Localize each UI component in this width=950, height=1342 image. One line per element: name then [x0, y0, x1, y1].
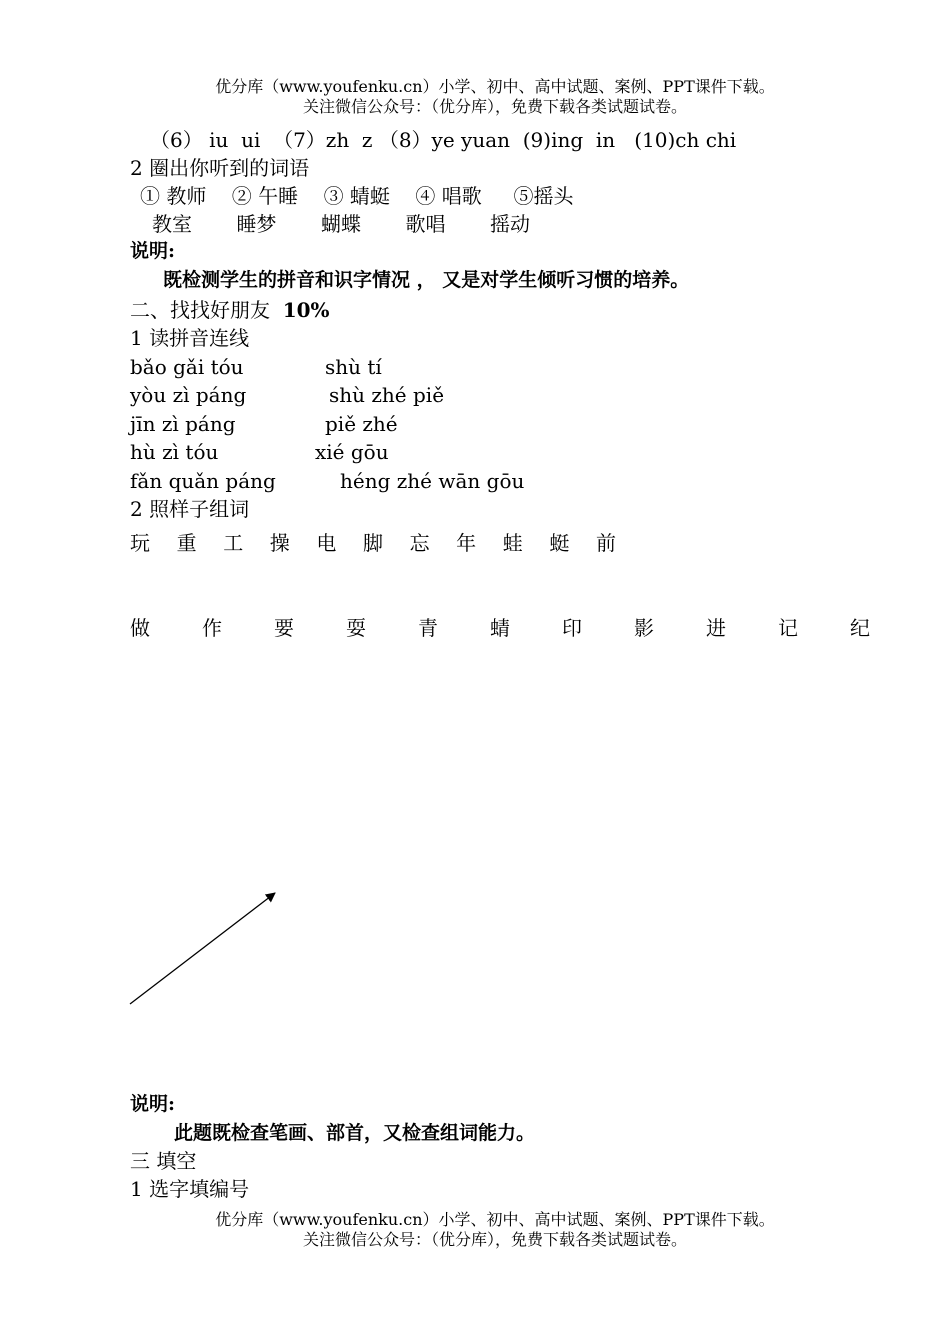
- char-item: 电: [316, 531, 337, 555]
- pinyin-left-4: hù zì tóu: [130, 440, 219, 464]
- pinyin-right-1: shù tí: [325, 355, 382, 379]
- fill-in-title: 1 选字填编号: [130, 1177, 250, 1201]
- pinyin-left-2: yòu zì páng: [130, 383, 247, 407]
- char-item: 进: [706, 616, 726, 640]
- char-item: 作: [202, 616, 222, 640]
- pinyin-left-5: fǎn quǎn páng: [130, 469, 276, 493]
- char-item: 脚: [362, 531, 383, 555]
- char-item: 记: [778, 616, 798, 640]
- header-line-1: 优分库（www.youfenku.cn）小学、初中、高中试题、案例、PPT课件下载。: [215, 77, 775, 96]
- char-item: 玩: [130, 531, 150, 555]
- char-item: 耍: [346, 616, 366, 640]
- pinyin-line: （6） iu ui （7）zh z （8）ye yuan (9)ing in (10)ch chi: [150, 128, 737, 152]
- note-text-1: 既检测学生的拼音和识字情况 ， 又是对学生倾听习惯的培养。: [163, 269, 690, 291]
- footer-line-1: 优分库（www.youfenku.cn）小学、初中、高中试题、案例、PPT课件下载。: [215, 1210, 775, 1229]
- footer-line-2: 关注微信公众号：（优分库），免费下载各类试题试卷。: [302, 1230, 687, 1249]
- pinyin-right-2: shù zhé piě: [329, 383, 445, 407]
- char-item: 青: [418, 616, 438, 640]
- char-item: 年: [456, 531, 477, 555]
- char-item: 操: [269, 531, 290, 555]
- char-item: 印: [562, 616, 582, 640]
- char-item: 工: [223, 531, 244, 555]
- word-options-row-1: ① 教师 ② 午睡 ③ 蜻蜓 ④ 唱歌 ⑤摇头: [140, 184, 574, 208]
- word-building-title: 2 照样子组词: [130, 497, 250, 521]
- char-item: 要: [274, 616, 294, 640]
- pinyin-matching-title: 1 读拼音连线: [130, 326, 250, 350]
- char-item: 忘: [409, 531, 430, 555]
- word-options-row-2: 教室 睡梦 蝴蝶 歌唱 摇动: [152, 212, 531, 236]
- char-item: 做: [130, 616, 150, 640]
- pinyin-left-1: bǎo gǎi tóu: [130, 355, 244, 379]
- pinyin-right-5: héng zhé wān gōu: [340, 469, 525, 493]
- note-label-2: 说明:: [130, 1093, 176, 1115]
- char-item: 蜻: [490, 616, 510, 640]
- note-label-1: 说明:: [130, 240, 176, 262]
- char-item: 纪: [850, 616, 870, 640]
- header-line-2: 关注微信公众号：（优分库），免费下载各类试题试卷。: [302, 97, 687, 116]
- pinyin-right-4: xié gōu: [315, 440, 389, 464]
- char-item: 影: [634, 616, 654, 640]
- question-2-title: 2 圈出你听到的词语: [130, 156, 310, 180]
- pinyin-right-3: piě zhé: [325, 412, 398, 436]
- section-3-title: 三 填空: [130, 1149, 197, 1173]
- pinyin-left-3: jīn zì páng: [130, 412, 236, 436]
- char-item: 前: [595, 531, 616, 555]
- note-text-2: 此题既检查笔画、部首，又检查组词能力。: [174, 1122, 536, 1144]
- char-item: 蜓: [549, 531, 570, 555]
- section-2-title: 二、找找好朋友 10%: [130, 298, 330, 322]
- char-item: 蛙: [502, 531, 523, 555]
- char-item: 重: [176, 531, 197, 555]
